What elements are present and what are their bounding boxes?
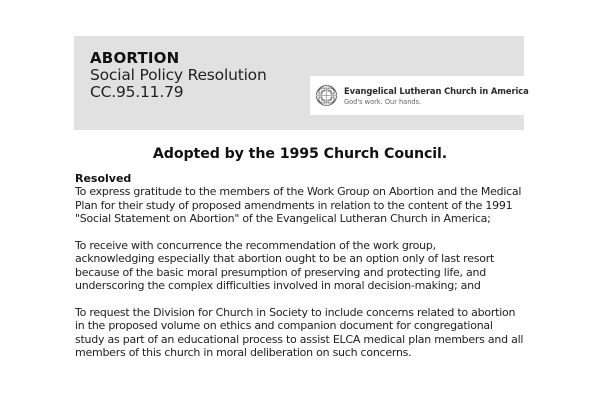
resolution-body <box>75 172 545 373</box>
document-code: CC.95.11.79 <box>90 83 184 101</box>
resolution-paragraph <box>75 239 545 293</box>
paragraph-line: acknowledging especially that abortion ought to be an option only of last resort <box>75 252 495 266</box>
paragraph-line: members of this church in moral deliberation on such concerns. <box>75 346 412 360</box>
document-subtitle: Social Policy Resolution <box>90 66 267 84</box>
paragraph-line: To express gratitude to the members of the Work Group on Abortion and the Medical <box>75 185 522 199</box>
elca-logo <box>310 76 529 115</box>
paragraph-line: To request the Division for Church in Society to include concerns related to abortion <box>75 306 516 320</box>
paragraph-line: "Social Statement on Abortion" of the Evangelical Lutheran Church in America; <box>75 212 491 226</box>
logo-organization-name: Evangelical Lutheran Church in America <box>344 86 529 96</box>
paragraph-line: Plan for their study of proposed amendments in relation to the content of the 1991 <box>75 198 513 212</box>
paragraph-line: underscoring the complex difficulties involved in moral decision-making; and <box>75 279 481 293</box>
resolved-label: Resolved <box>75 172 132 185</box>
paragraph-line: To receive with concurrence the recommendation of the work group, <box>75 239 436 253</box>
resolution-paragraph <box>75 306 545 360</box>
adopted-heading: Adopted by the 1995 Church Council. <box>152 146 448 162</box>
paragraph-line: because of the basic moral presumption of preserving and protecting life, and <box>75 265 486 279</box>
document-header <box>74 36 529 130</box>
elca-cross-emblem-icon <box>316 85 337 106</box>
header-text-block <box>90 49 267 101</box>
paragraph-line: study as part of an educational process to assist ELCA medical plan members and all <box>75 332 524 346</box>
document-title: ABORTION <box>90 49 180 67</box>
paragraph-line: in the proposed volume on ethics and companion document for congregational <box>75 319 493 333</box>
resolution-paragraph <box>75 185 545 225</box>
logo-tagline: God's work. Our hands. <box>344 98 422 106</box>
